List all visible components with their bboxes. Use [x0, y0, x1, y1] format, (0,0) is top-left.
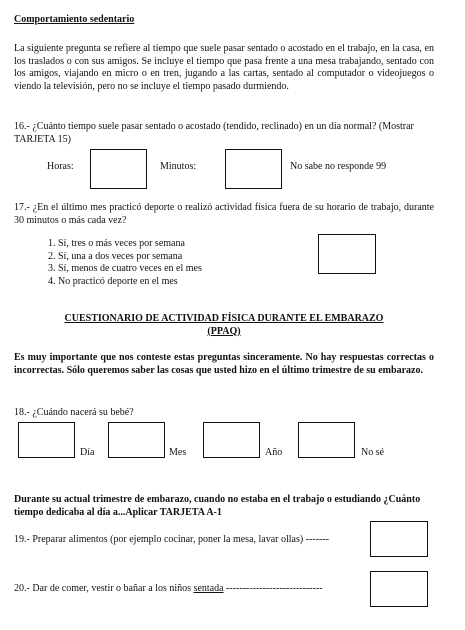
block-instructions: Durante su actual trimestre de embarazo, cuando no estaba en el trabajo o estudiando ¿Cuánto tiempo dedicaba al día a...Aplicar TARJETA A-1 [14, 494, 421, 518]
question-17-answer-box[interactable] [318, 234, 376, 274]
dont-know-99-label: No sabe no responde 99 [290, 161, 387, 172]
question-17-text: 17.- ¿En el último mes practicó deporte o realizó actividad física fuera de su horario de trabajo, durante 30 minutos o más cada vez? [14, 202, 434, 226]
hours-input[interactable] [90, 149, 147, 189]
day-input[interactable] [18, 422, 75, 458]
question-16 [14, 121, 434, 146]
question-16-text: 16.- ¿Cuánto tiempo suele pasar sentado o acostado (tendido, reclinado) en un día normal? (Mostrar TARJETA 15) [14, 121, 414, 145]
question-19-dashes: ------- [305, 534, 330, 545]
minutes-input[interactable] [225, 149, 282, 189]
dont-know-input[interactable] [298, 422, 355, 458]
question-20-answer-box[interactable] [370, 571, 428, 607]
minutes-label: Minutos: [160, 161, 197, 172]
question-17-options [48, 238, 202, 288]
option-3: 3. Sí, menos de cuatro veces en el mes [48, 263, 202, 274]
ppaq-title-line2: (PPAQ) [207, 325, 241, 337]
dont-know-label: No sé [361, 447, 385, 458]
question-18-text: 18.- ¿Cuándo nacerá su bebé? [14, 407, 134, 418]
month-input[interactable] [108, 422, 165, 458]
hours-label: Horas: [47, 161, 74, 172]
question-20-emphasis: sentada [193, 583, 224, 594]
sedentary-intro: La siguiente pregunta se refiere al tiempo que suele pasar sentado o acostado en el trabajo, en la casa, en los traslados o con sus amigos. Se incluye el tiempo que pasa frente a una mesa trabajando, sentado con los amigos, viajando en micro o en tren, jugando a las cartas, sentado al computador o videojuegos o viendo la televisión, pero no se incluye el tiempo pasado durmiendo. [14, 43, 434, 92]
month-label: Mes [169, 447, 187, 458]
question-19-text: 19.- Preparar alimentos (por ejemplo cocinar, poner la mesa, lavar ollas) [14, 534, 304, 545]
year-label: Año [265, 447, 283, 458]
question-20-text: 20.- Dar de comer, vestir o bañar a los niños [14, 583, 194, 594]
option-4: 4. No practicó deporte en el mes [48, 275, 178, 287]
ppaq-intro: Es muy importante que nos conteste estas preguntas sinceramente. No hay respuestas correctas o incorrectas. Sólo queremos saber las cosas que usted hizo en el último trimestre de su embarazo. [14, 352, 434, 376]
option-1: 1. Sí, tres o más veces por semana [48, 238, 185, 249]
section-title-sedentary: Comportamiento sedentario [14, 14, 135, 25]
ppaq-title-line1: CUESTIONARIO DE ACTIVIDAD FÍSICA DURANTE EL EMBARAZO [64, 313, 384, 324]
question-19-answer-box[interactable] [370, 521, 428, 557]
year-input[interactable] [203, 422, 260, 458]
question-20 [14, 583, 323, 596]
ppaq-title [14, 313, 434, 338]
day-label: Día [80, 447, 95, 458]
option-2: 2. Sí, una a dos veces por semana [48, 250, 183, 262]
question-19 [14, 534, 329, 547]
question-20-dashes: ----------------------------- [223, 583, 323, 594]
